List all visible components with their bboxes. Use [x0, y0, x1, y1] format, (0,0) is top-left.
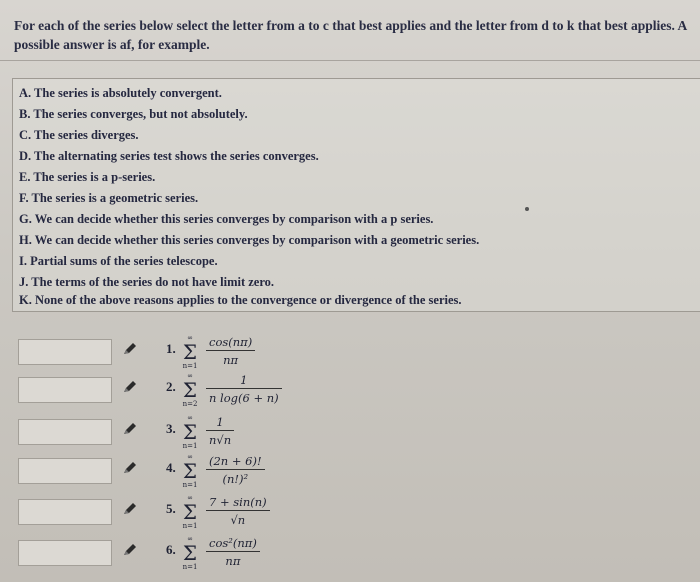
- option-f: F. The series is a geometric series.: [19, 191, 199, 205]
- summation-sigma: ∞ Σ n=2: [182, 372, 198, 408]
- series-term: [206, 415, 234, 447]
- pencil-icon[interactable]: [120, 499, 140, 519]
- term-numerator: cos²(nπ): [206, 536, 260, 552]
- problem-row-2: [0, 371, 700, 407]
- pencil-icon[interactable]: [120, 419, 140, 439]
- pencil-icon[interactable]: [120, 377, 140, 397]
- problem-row-1: [0, 333, 700, 369]
- answer-input-3[interactable]: [18, 419, 112, 445]
- instructions-line-2: possible answer is af, for example.: [14, 37, 210, 52]
- answer-input-4[interactable]: [18, 458, 112, 484]
- series-term: [206, 536, 260, 568]
- summation-sigma: ∞ Σ n=1: [182, 453, 198, 489]
- problem-row-5: [0, 493, 700, 529]
- option-g: G. We can decide whether this series converges by comparison with a p series.: [19, 212, 434, 226]
- series-term: [206, 335, 255, 367]
- options-box: [12, 78, 700, 312]
- problem-number: 3.: [166, 421, 176, 436]
- instructions-line-1: For each of the series below select the letter from a to c that best applies and the letter from d to k that best applies. A: [14, 18, 688, 33]
- summation-sigma: ∞ Σ n=1: [182, 334, 198, 370]
- option-b: B. The series converges, but not absolutely.: [19, 107, 248, 121]
- pencil-icon[interactable]: [120, 458, 140, 478]
- pencil-icon[interactable]: [120, 339, 140, 359]
- answer-input-6[interactable]: [18, 540, 112, 566]
- answer-input-5[interactable]: [18, 499, 112, 525]
- option-h: H. We can decide whether this series converges by comparison with a geometric series.: [19, 233, 480, 247]
- series-term: [206, 373, 282, 405]
- pencil-icon[interactable]: [120, 540, 140, 560]
- option-i: I. Partial sums of the series telescope.: [19, 254, 218, 268]
- term-numerator: 7 + sin(n): [206, 495, 270, 511]
- term-denominator: √n: [230, 513, 246, 527]
- problem-row-3: [0, 413, 700, 449]
- problem-number: 5.: [166, 501, 176, 516]
- option-e: E. The series is a p-series.: [19, 170, 156, 184]
- series-term: [206, 495, 270, 527]
- problem-row-4: [0, 452, 700, 488]
- problem-row-6: [0, 534, 700, 570]
- divider: [0, 60, 700, 61]
- term-denominator: n log(6 + n): [209, 391, 279, 405]
- problem-number: 1.: [166, 341, 176, 356]
- instructions: [14, 16, 694, 54]
- stray-dot: [525, 207, 529, 211]
- summation-sigma: ∞ Σ n=1: [182, 535, 198, 571]
- problem-number: 4.: [166, 460, 176, 475]
- option-k: K. None of the above reasons applies to the convergence or divergence of the series.: [19, 293, 462, 307]
- problem-number: 6.: [166, 542, 176, 557]
- term-numerator: (2n + 6)!: [206, 454, 265, 470]
- series-term: [206, 454, 265, 486]
- option-c: C. The series diverges.: [19, 128, 139, 142]
- problem-number: 2.: [166, 379, 176, 394]
- answer-input-2[interactable]: [18, 377, 112, 403]
- term-denominator: nπ: [225, 554, 241, 568]
- term-denominator: n√n: [209, 433, 232, 447]
- summation-sigma: ∞ Σ n=1: [182, 494, 198, 530]
- term-numerator: 1: [206, 415, 234, 431]
- term-numerator: cos(nπ): [206, 335, 255, 351]
- option-a: A. The series is absolutely convergent.: [19, 86, 222, 100]
- summation-sigma: ∞ Σ n=1: [182, 414, 198, 450]
- option-j: J. The terms of the series do not have limit zero.: [19, 275, 275, 289]
- term-denominator: nπ: [223, 353, 239, 367]
- term-numerator: 1: [206, 373, 282, 389]
- term-denominator: (n!)²: [222, 472, 249, 486]
- option-d: D. The alternating series test shows the series converges.: [19, 149, 319, 163]
- answer-input-1[interactable]: [18, 339, 112, 365]
